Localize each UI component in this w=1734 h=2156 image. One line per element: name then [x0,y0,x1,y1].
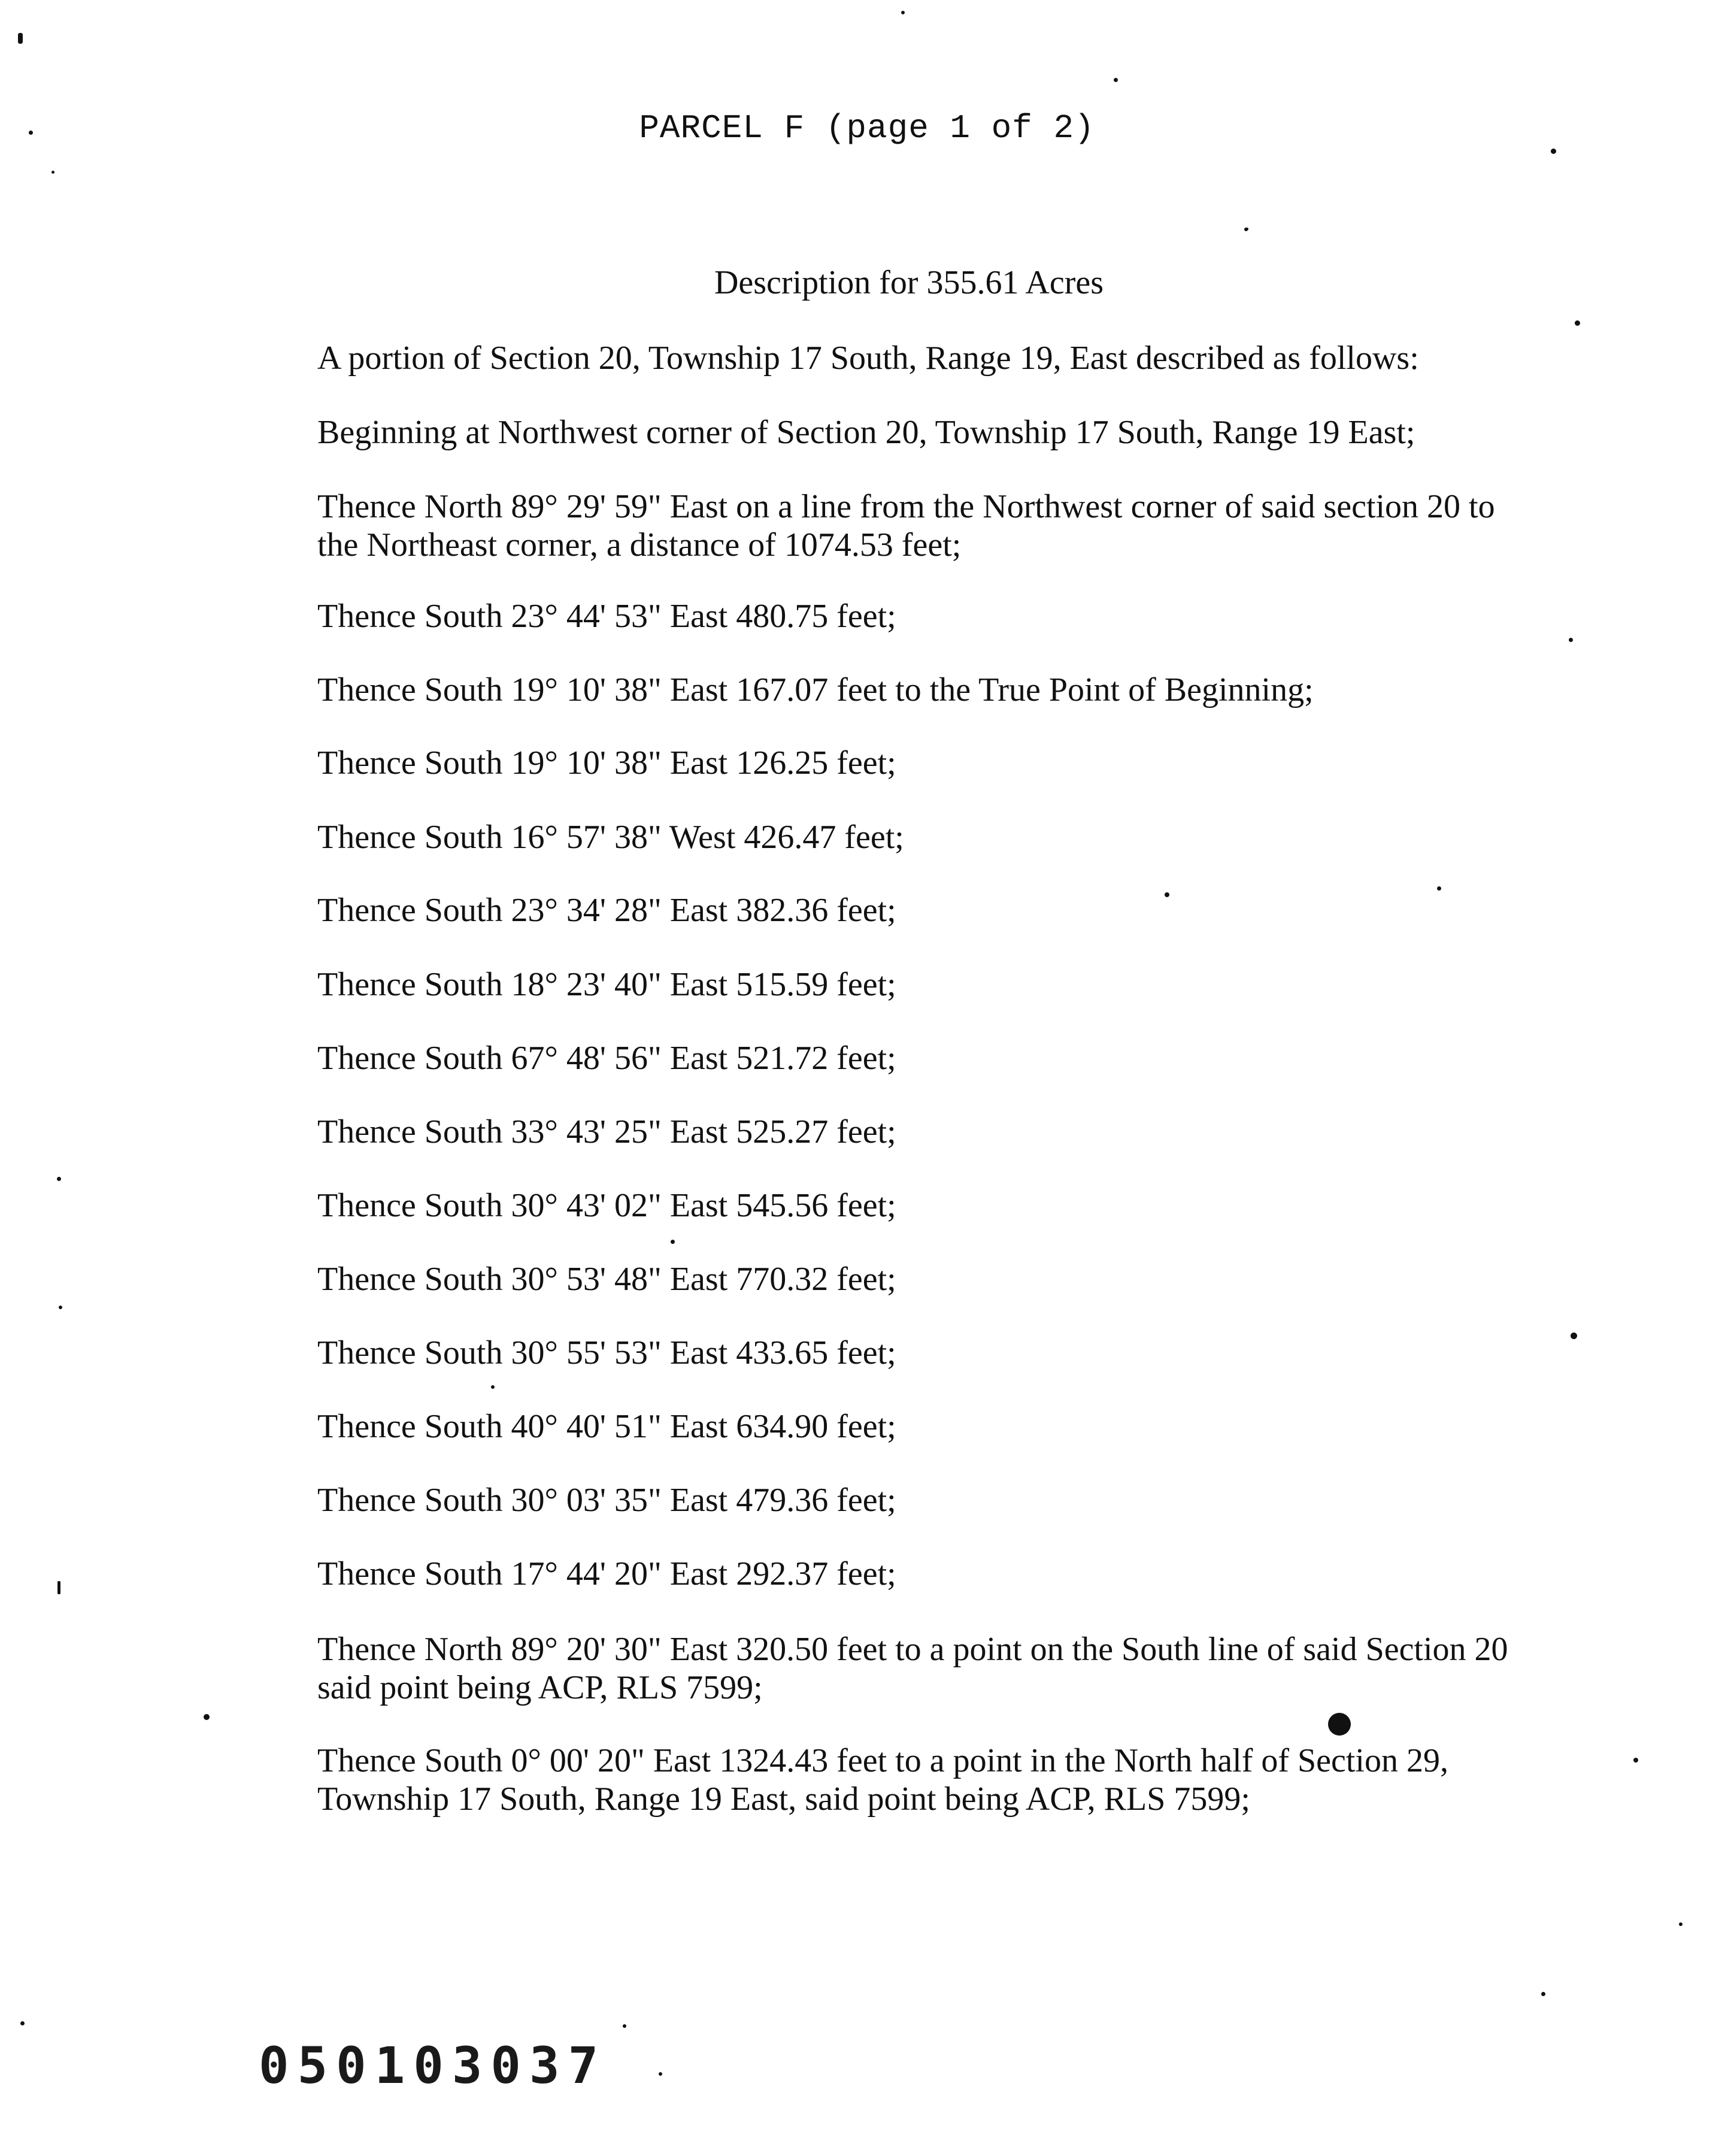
paragraph-6: Thence South 19° 10' 38" East 126.25 feet; [317,744,896,782]
scan-speck [204,1714,210,1720]
scan-speck [1114,78,1118,82]
paragraph-7: Thence South 16° 57' 38" West 426.47 feet; [317,819,904,856]
scan-speck [1679,1922,1683,1926]
paragraph-3: Thence North 89° 29' 59" East on a line from the Northwest corner of said section 20 to the Northeast corner, a distance of 1074.53 feet; [317,488,1495,564]
paragraph-4: Thence South 23° 44' 53" East 480.75 feet; [317,598,896,635]
paragraph-16: Thence South 30° 03' 35" East 479.36 feet; [317,1482,896,1519]
paragraph-17: Thence South 17° 44' 20" East 292.37 feet; [317,1555,896,1592]
paragraph-8: Thence South 23° 34' 28" East 382.36 feet; [317,892,896,929]
scan-speck [1633,1758,1638,1763]
paragraph-10: Thence South 67° 48' 56" East 521.72 feet; [317,1040,896,1077]
paragraph-15: Thence South 40° 40' 51" East 634.90 feet; [317,1408,896,1445]
page-header: PARCEL F (page 1 of 2) [639,109,1095,147]
scan-speck [1569,638,1573,642]
scan-speck [18,33,23,44]
scan-speck [29,131,33,135]
paragraph-9: Thence South 18° 23' 40" East 515.59 feet; [317,966,896,1003]
paragraph-2: Beginning at Northwest corner of Section 20, Township 17 South, Range 19 East; [317,414,1415,451]
scan-speck [57,1581,60,1594]
scan-speck [51,171,54,174]
paragraph-14: Thence South 30° 55' 53" East 433.65 feet; [317,1334,896,1371]
scan-speck [659,2072,662,2076]
scan-speck [1245,228,1248,231]
document-title: Description for 355.61 Acres [714,264,1104,301]
scan-speck [1551,149,1556,154]
scan-speck [1541,1992,1545,1996]
document-stamp-number: 050103037 [259,2036,607,2095]
paragraph-19: Thence South 0° 00' 20" East 1324.43 feet to a point in the North half of Section 29, Township 17 South, Range 19 East, said point being ACP, RLS 7599; [317,1742,1448,1818]
scan-speck [59,1306,62,1309]
scan-speck [671,1240,675,1244]
scan-speck [1165,892,1169,897]
scan-speck [623,2024,626,2028]
scan-speck [901,11,905,14]
scan-speck [491,1385,495,1389]
scan-speck [20,2021,25,2025]
paragraph-5: Thence South 19° 10' 38" East 167.07 feet to the True Point of Beginning; [317,671,1314,708]
scan-speck [1328,1713,1351,1736]
paragraph-13: Thence South 30° 53' 48" East 770.32 feet; [317,1261,896,1298]
scan-speck [1437,886,1441,891]
paragraph-11: Thence South 33° 43' 25" East 525.27 feet; [317,1113,896,1150]
scan-speck [1571,1333,1577,1339]
paragraph-18: Thence North 89° 20' 30" East 320.50 feet to a point on the South line of said Section 20 said point being ACP, RLS 7599; [317,1631,1508,1706]
paragraph-12: Thence South 30° 43' 02" East 545.56 feet; [317,1187,896,1224]
paragraph-1: A portion of Section 20, Township 17 South, Range 19, East described as follows: [317,340,1419,377]
scan-speck [57,1177,61,1181]
scan-speck [1575,320,1580,326]
